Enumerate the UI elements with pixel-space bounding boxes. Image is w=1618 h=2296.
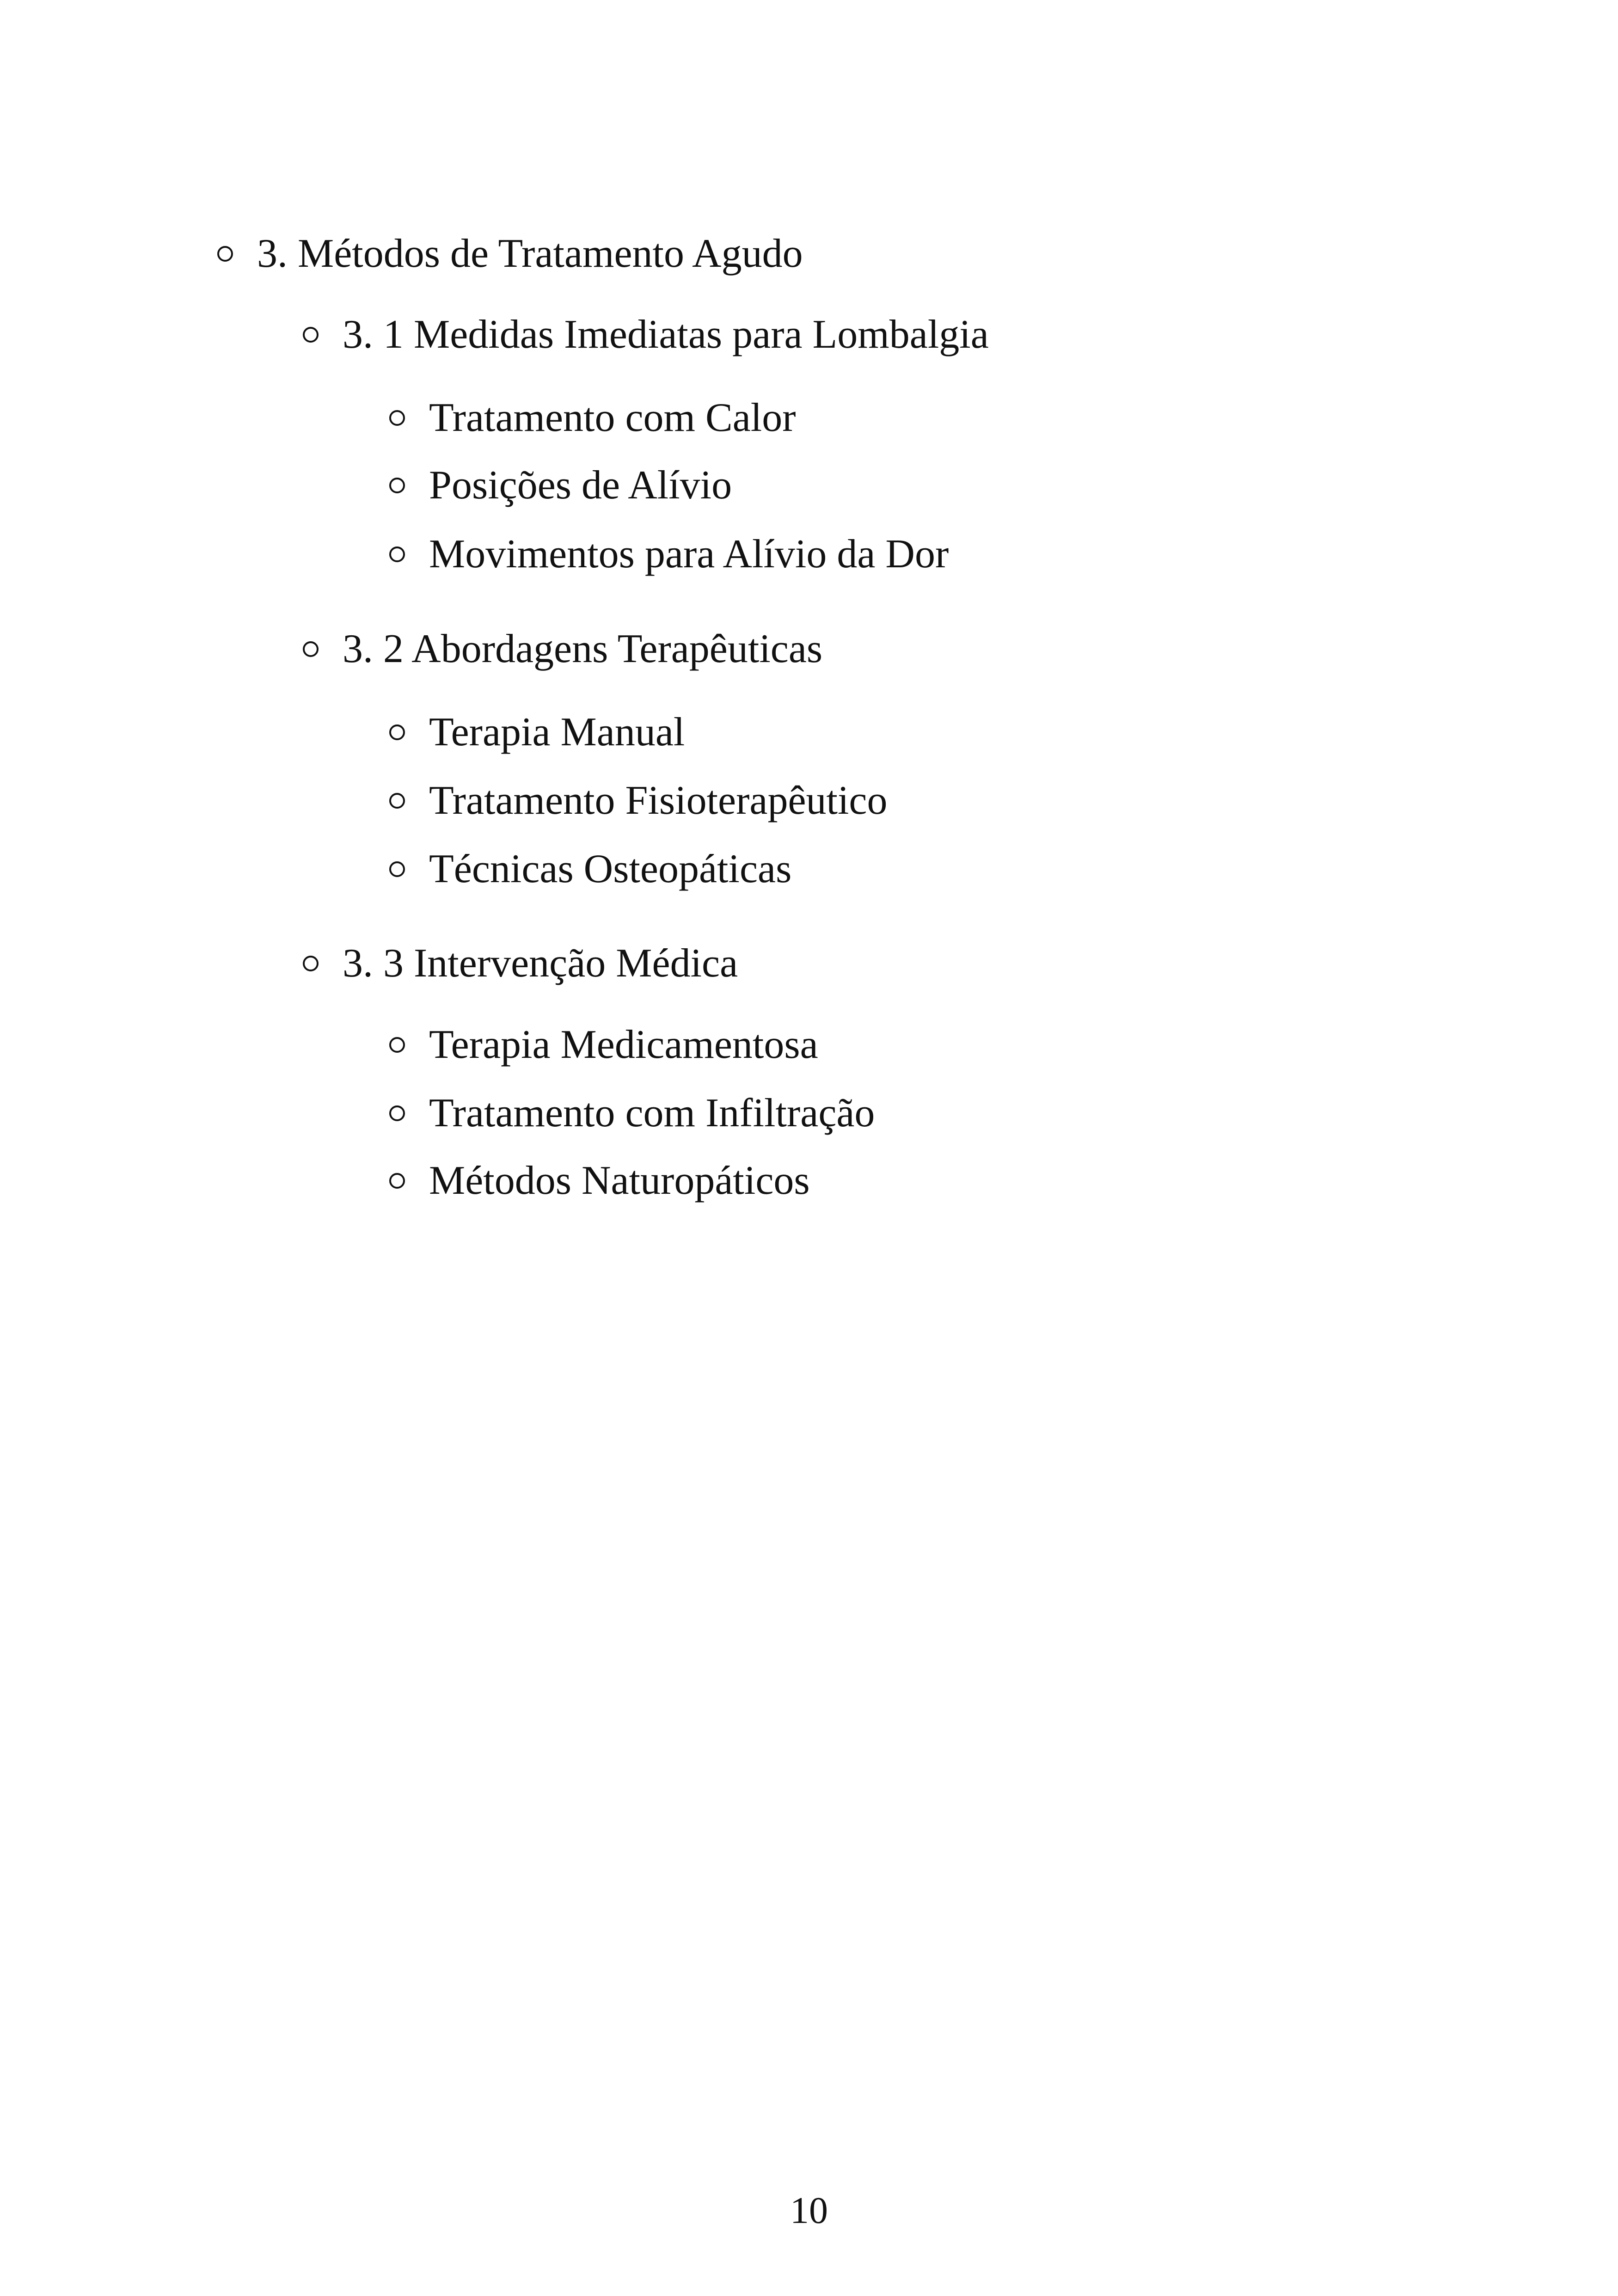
outline-item — [389, 780, 887, 821]
outline-item — [389, 712, 685, 753]
subsection-title: 3. 1 Medidas Imediatas para Lombalgia — [343, 312, 989, 357]
circle-bullet-icon — [389, 546, 405, 562]
outline-item-label: Tratamento Fisioterapêutico — [429, 778, 888, 823]
outline-item-label: Posições de Alívio — [429, 463, 732, 508]
circle-bullet-icon — [303, 641, 319, 657]
circle-bullet-icon — [389, 410, 405, 426]
outline-item-label: Terapia Manual — [429, 710, 685, 755]
outline-item — [389, 395, 796, 440]
outline-item-label: Tratamento com Infiltração — [429, 1091, 875, 1136]
circle-bullet-icon — [389, 478, 405, 493]
circle-bullet-icon — [389, 861, 405, 877]
outline-item — [389, 465, 732, 506]
circle-bullet-icon — [389, 1037, 405, 1053]
outline-item — [389, 1093, 875, 1134]
circle-bullet-icon — [303, 956, 319, 971]
outline-item-label: Tratamento com Calor — [429, 395, 796, 440]
outline-subsection — [303, 626, 823, 671]
circle-bullet-icon — [389, 1173, 405, 1189]
outline-item-label: Movimentos para Alívio da Dor — [429, 532, 949, 577]
circle-bullet-icon — [389, 1105, 405, 1121]
subsection-title: 3. 2 Abordagens Terapêuticas — [343, 626, 823, 671]
outline-subsection — [303, 314, 989, 355]
outline-item — [389, 534, 949, 575]
section-title: 3. Métodos de Tratamento Agudo — [257, 231, 803, 276]
page-number: 10 — [790, 2189, 828, 2231]
outline-item-label: Terapia Medicamentosa — [429, 1022, 818, 1067]
outline-item-label: Técnicas Osteopáticas — [429, 847, 792, 891]
outline-subsection — [303, 943, 738, 984]
outline-item — [389, 1160, 810, 1201]
outline-item — [389, 849, 791, 890]
outline-item-label: Métodos Naturopáticos — [429, 1158, 810, 1203]
circle-bullet-icon — [389, 793, 405, 809]
circle-bullet-icon — [389, 724, 405, 740]
outline-item — [389, 1022, 818, 1067]
subsection-title: 3. 3 Intervenção Médica — [343, 941, 738, 986]
circle-bullet-icon — [303, 327, 319, 343]
circle-bullet-icon — [217, 246, 233, 262]
outline-section — [217, 233, 803, 274]
